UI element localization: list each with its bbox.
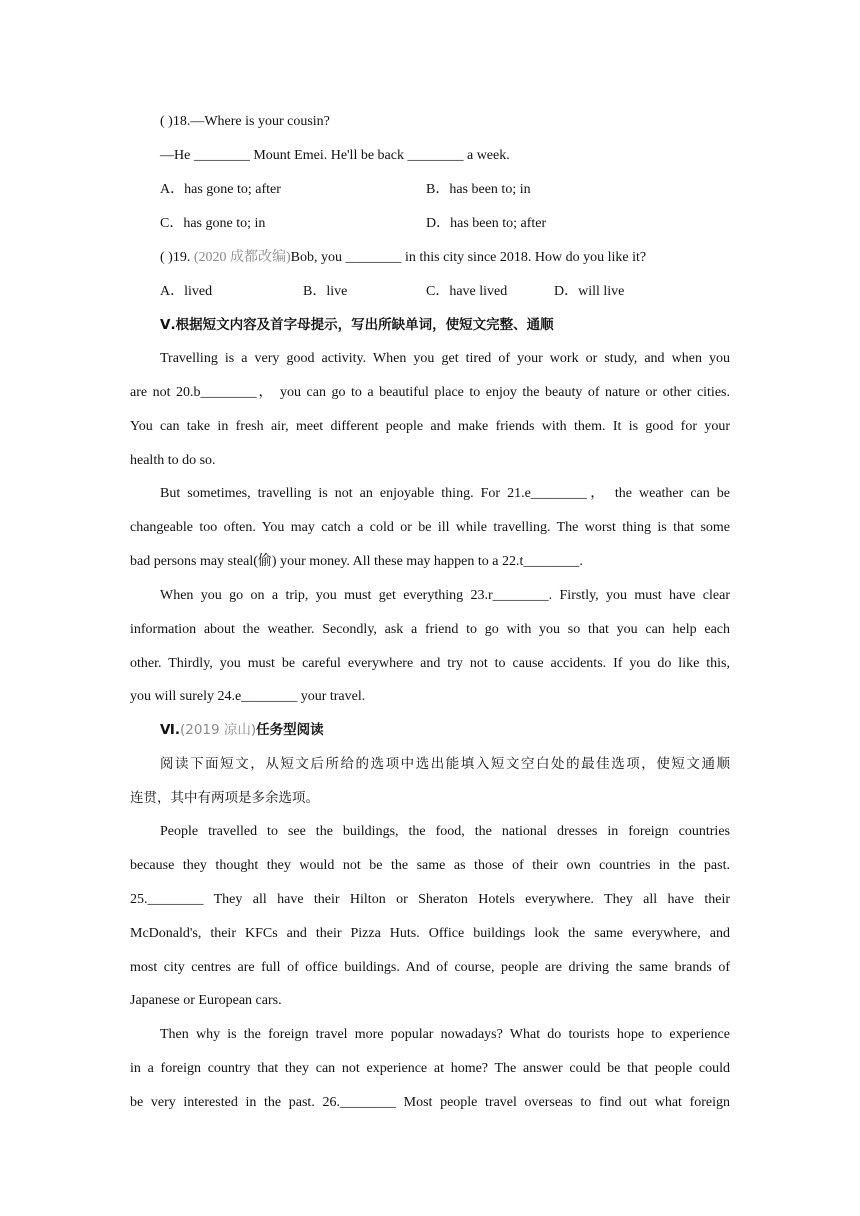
q19-stem-line <box>160 249 760 267</box>
q18-stem: ( )18.—Where is your cousin? <box>160 114 330 129</box>
q18-option-d: D．has been to; after <box>426 216 547 231</box>
q19-option-b: B．live <box>303 284 348 299</box>
section6-title <box>160 721 760 739</box>
section6-line: because they thought they would not be the same as those of their own countries in the past. <box>130 858 730 873</box>
section5-line: other. Thirdly, you must be careful everywhere and try not to cause accidents. If you do like this, <box>130 656 730 671</box>
section6-line: McDonald's, their KFCs and their Pizza Huts. Office buildings look the same everywhere, and <box>130 926 730 941</box>
section5-title: Ⅴ.根据短文内容及首字母提示，写出所缺单词，使短文完整、通顺 <box>160 317 554 333</box>
section5-line: When you go on a trip, you must get everything 23.r________. Firstly, you must have clear <box>160 588 730 603</box>
section5-line: bad persons may steal(偷) your money. All these may happen to a 22.t________. <box>130 554 583 569</box>
section6-title-text: 任务型阅读 <box>256 722 324 738</box>
section6-line: most city centres are full of office buildings. And of course, people are driving the same brands of <box>130 960 730 975</box>
section5-line: you will surely 24.e________ your travel. <box>130 689 366 704</box>
section5-line: Travelling is a very good activity. When you get tired of your work or study, and when you <box>160 351 730 366</box>
section5-line: But sometimes, travelling is not an enjoyable thing. For 21.e________， the weather can be <box>160 486 730 501</box>
q19-prefix: ( )19. <box>160 250 194 265</box>
q19-source: (2020 成都改编) <box>193 250 291 265</box>
q18-option-a: A．has gone to; after <box>160 182 281 197</box>
section6-line: be very interested in the past. 26.________ Most people travel overseas to find out what foreign <box>130 1095 730 1110</box>
section6-line: 25.________ They all have their Hilton or Sheraton Hotels everywhere. They all have their <box>130 892 730 907</box>
section5-line: health to do so. <box>130 453 216 468</box>
q18-option-b: B．has been to; in <box>426 182 531 197</box>
section6-line: Then why is the foreign travel more popular nowadays? What do tourists hope to experience <box>160 1027 730 1042</box>
q18-line2: —He ________ Mount Emei. He'll be back ________ a week. <box>160 148 510 163</box>
section6-line: People travelled to see the buildings, the food, the national dresses in foreign countries <box>160 824 730 839</box>
q19-option-d: D．will live <box>554 284 625 299</box>
section6-numeral: Ⅵ. <box>160 722 180 738</box>
section6-line: in a foreign country that they can not experience at home? The answer could be that people could <box>130 1061 730 1076</box>
q19-option-a: A．lived <box>160 284 213 299</box>
section5-line: information about the weather. Secondly, ask a friend to go with you so that you can help each <box>130 622 730 637</box>
q19-stem: Bob, you ________ in this city since 2018. How do you like it? <box>290 250 647 265</box>
section5-line: changeable too often. You may catch a cold or be ill while travelling. The worst thing is that some <box>130 520 730 535</box>
q19-option-c: C．have lived <box>426 284 508 299</box>
section6-line: Japanese or European cars. <box>130 993 282 1008</box>
q18-option-c: C．has gone to; in <box>160 216 266 231</box>
section5-line: You can take in fresh air, meet different people and make friends with them. It is good for your <box>130 419 730 434</box>
section6-instruction: 阅读下面短文，从短文后所给的选项中选出能填入短文空白处的最佳选项，使短文通顺 <box>160 756 730 772</box>
section6-source: (2019 凉山) <box>179 722 257 738</box>
section6-instruction: 连贯，其中有两项是多余选项。 <box>130 790 319 806</box>
section5-line: are not 20.b________， you can go to a beautiful place to enjoy the beauty of nature or other cities. <box>130 385 730 400</box>
